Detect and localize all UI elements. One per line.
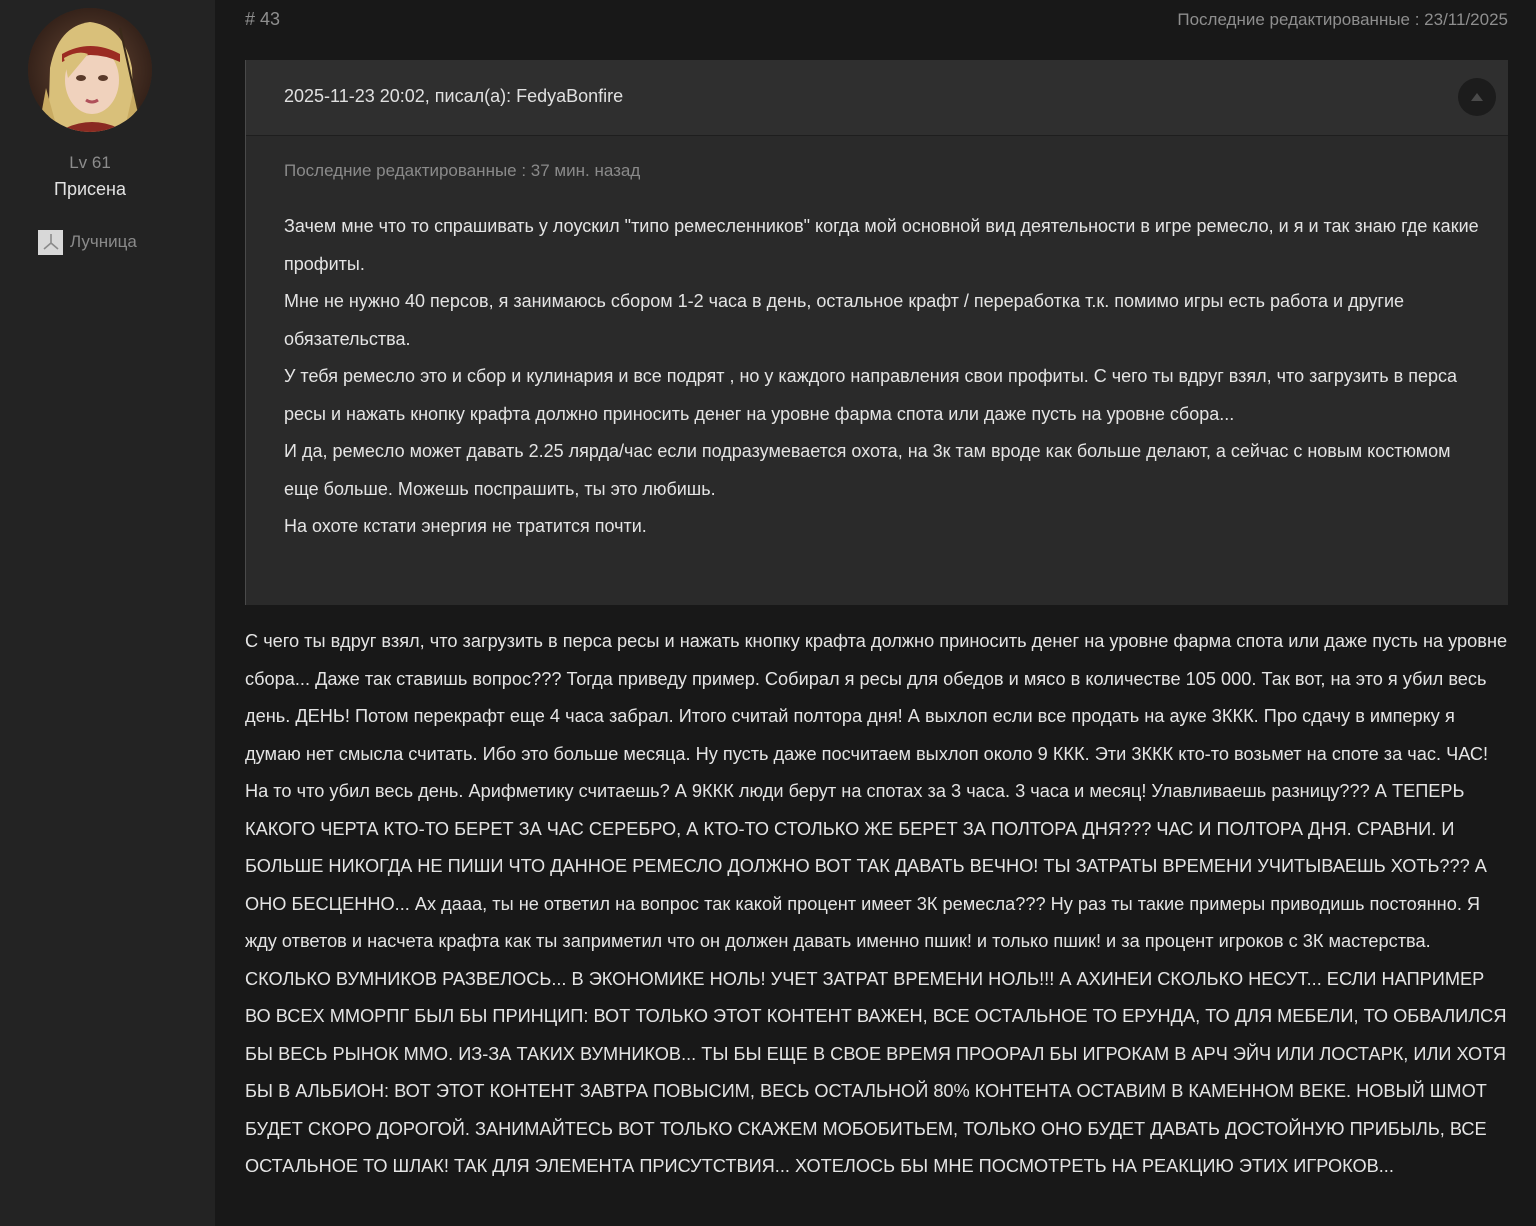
post-number[interactable]: # 43 <box>245 9 281 29</box>
user-name[interactable]: Присена <box>54 179 126 199</box>
author-panel <box>0 0 215 1226</box>
user-class-label: Лучница <box>70 232 137 251</box>
avatar[interactable] <box>28 8 152 132</box>
quote-paragraph: У тебя ремесло это и сбор и кулинария и все подрят , но у каждого направления свои профиты. С чего ты вдруг взял, что загрузить в перса ресы и нажать кнопку крафта должно приносить денег на уровне фарма спота или даже пусть на уровне сбора... <box>284 366 1457 424</box>
quote-paragraph: Зачем мне что то спрашивать у лоускил "типо ремесленников" когда мой основной вид деятельности в игре ремесло, и я и так знаю где какие профиты. <box>284 216 1479 274</box>
quote-author: 2025-11-23 20:02, писал(а): FedyaBonfire <box>284 86 624 106</box>
quote-edited-date: Последние редактированные : 37 мин. назад <box>284 161 641 180</box>
post-body: С чего ты вдруг взял, что загрузить в перса ресы и нажать кнопку крафта должно приносить денег на уровне фарма спота или даже пусть на уровне сбора... Даже так ставишь вопрос??? Тогда приведу пример. Собирал я ресы для обедов и мясо в количестве 105 000. Так вот, на это я убил весь день. ДЕНЬ! Потом перекрафт еще 4 часа забрал. Итого считай полтора дня! А выхлоп если все продать на ауке 3ККК. Про сдачу в имперку я думаю нет смысла считать. Ибо это больше месяца. Ну пусть даже посчитаем выхлоп около 9 ККК. Эти 3ККК кто-то возьмет на споте за час. ЧАС! На то что убил весь день. Арифметику считаешь? А 9ККК люди берут на спотах за 3 часа. 3 часа и месяц! Улавливаешь разницу??? А ТЕПЕРЬ КАКОГО ЧЕРТА КТО-ТО БЕРЕТ ЗА ЧАС СЕРЕБРО, А КТО-ТО СТОЛЬКО ЖЕ БЕРЕТ ЗА ПОЛТОРА ДНЯ??? ЧАС И ПОЛТОРА ДНЯ. СРАВНИ. И БОЛЬШЕ НИКОГДА НЕ ПИШИ ЧТО ДАННОЕ РЕМЕСЛО ДОЛЖНО ВОТ ТАК ДАВАТЬ ВЕЧНО! ТЫ ЗАТРАТЫ ВРЕМЕНИ УЧИТЫВАЕШЬ ХОТЬ??? А ОНО БЕСЦЕННО... Ах дааа, ты не ответил на вопрос так какой процент имеет 3К ремесла??? Ну раз ты такие примеры приводишь постоянно. Я жду ответов и насчета крафта как ты заприметил что он должен давать именно пшик! и только пшик! и за процент игроков с 3К мастерства. СКОЛЬКО ВУМНИКОВ РАЗВЕЛОСЬ... В ЭКОНОМИКЕ НОЛЬ! УЧЕТ ЗАТРАТ ВРЕМЕНИ НОЛЬ!!! А АХИНЕИ СКОЛЬКО НЕСУТ... ЕСЛИ НАПРИМЕР ВО ВСЕХ ММОРПГ БЫЛ БЫ ПРИНЦИП: ВОТ ТОЛЬКО ЭТОТ КОНТЕНТ ВАЖЕН, ВСЕ ОСТАЛЬНОЕ ТО ЕРУНДА, ТО ДЛЯ МЕБЕЛИ, ТО ОБВАЛИЛСЯ БЫ ВЕСЬ РЫНОК ММО. ИЗ-ЗА ТАКИХ ВУМНИКОВ... ТЫ БЫ ЕЩЕ В СВОЕ ВРЕМЯ ПРООРАЛ БЫ ИГРОКАМ В АРЧ ЭЙЧ ИЛИ ЛОСТАРК, ИЛИ ХОТЯ БЫ В АЛЬБИОН: ВОТ ЭТОТ КОНТЕНТ ЗАВТРА ПОВЫСИМ, ВЕСЬ ОСТАЛЬНОЙ 80% КОНТЕНТА ОСТАВИМ В КАМЕННОМ ВЕКЕ. НОВЫЙ ШМОТ БУДЕТ СКОРО ДОРОГОЙ. ЗАНИМАЙТЕСЬ ВОТ ТОЛЬКО СКАЖЕМ МОБОБИТЬЕМ, ТОЛЬКО ОНО БУДЕТ ДАВАТЬ ДОСТОЙНУЮ ПРИБЫЛЬ, ВСЕ ОСТАЛЬНОЕ ТО ШЛАК! ТАК ДЛЯ ЭЛЕМЕНТА ПРИСУТСТВИЯ... ХОТЕЛОСЬ БЫ МНЕ ПОСМОТРЕТЬ НА РЕАКЦИЮ ЭТИХ ИГРОКОВ... <box>245 631 1508 1176</box>
post-edited-date: Последние редактированные : 23/11/2025 <box>1177 10 1508 29</box>
archer-class-icon <box>38 230 63 255</box>
quote-body <box>284 208 1479 546</box>
quote-paragraph: Мне не нужно 40 персов, я занимаюсь сбором 1-2 часа в день, остальное крафт / переработка т.к. помимо игры есть работа и другие обязательства. <box>284 291 1405 349</box>
quote-paragraph: На охоте кстати энергия не тратится почти. <box>284 516 647 536</box>
user-level: Lv 61 <box>69 153 111 172</box>
user-class <box>38 229 137 255</box>
quote-block <box>245 60 1508 605</box>
collapse-quote-button[interactable] <box>1458 78 1496 116</box>
avatar-image <box>28 8 152 132</box>
quote-paragraph: И да, ремесло может давать 2.25 лярда/час если подразумевается охота, на 3к там вроде как больше делают, а сейчас с новым костюмом еще больше. Можешь поспрашить, ты это любишь. <box>284 441 1451 499</box>
quote-header <box>246 60 1508 136</box>
collapse-up-icon <box>1470 92 1484 102</box>
